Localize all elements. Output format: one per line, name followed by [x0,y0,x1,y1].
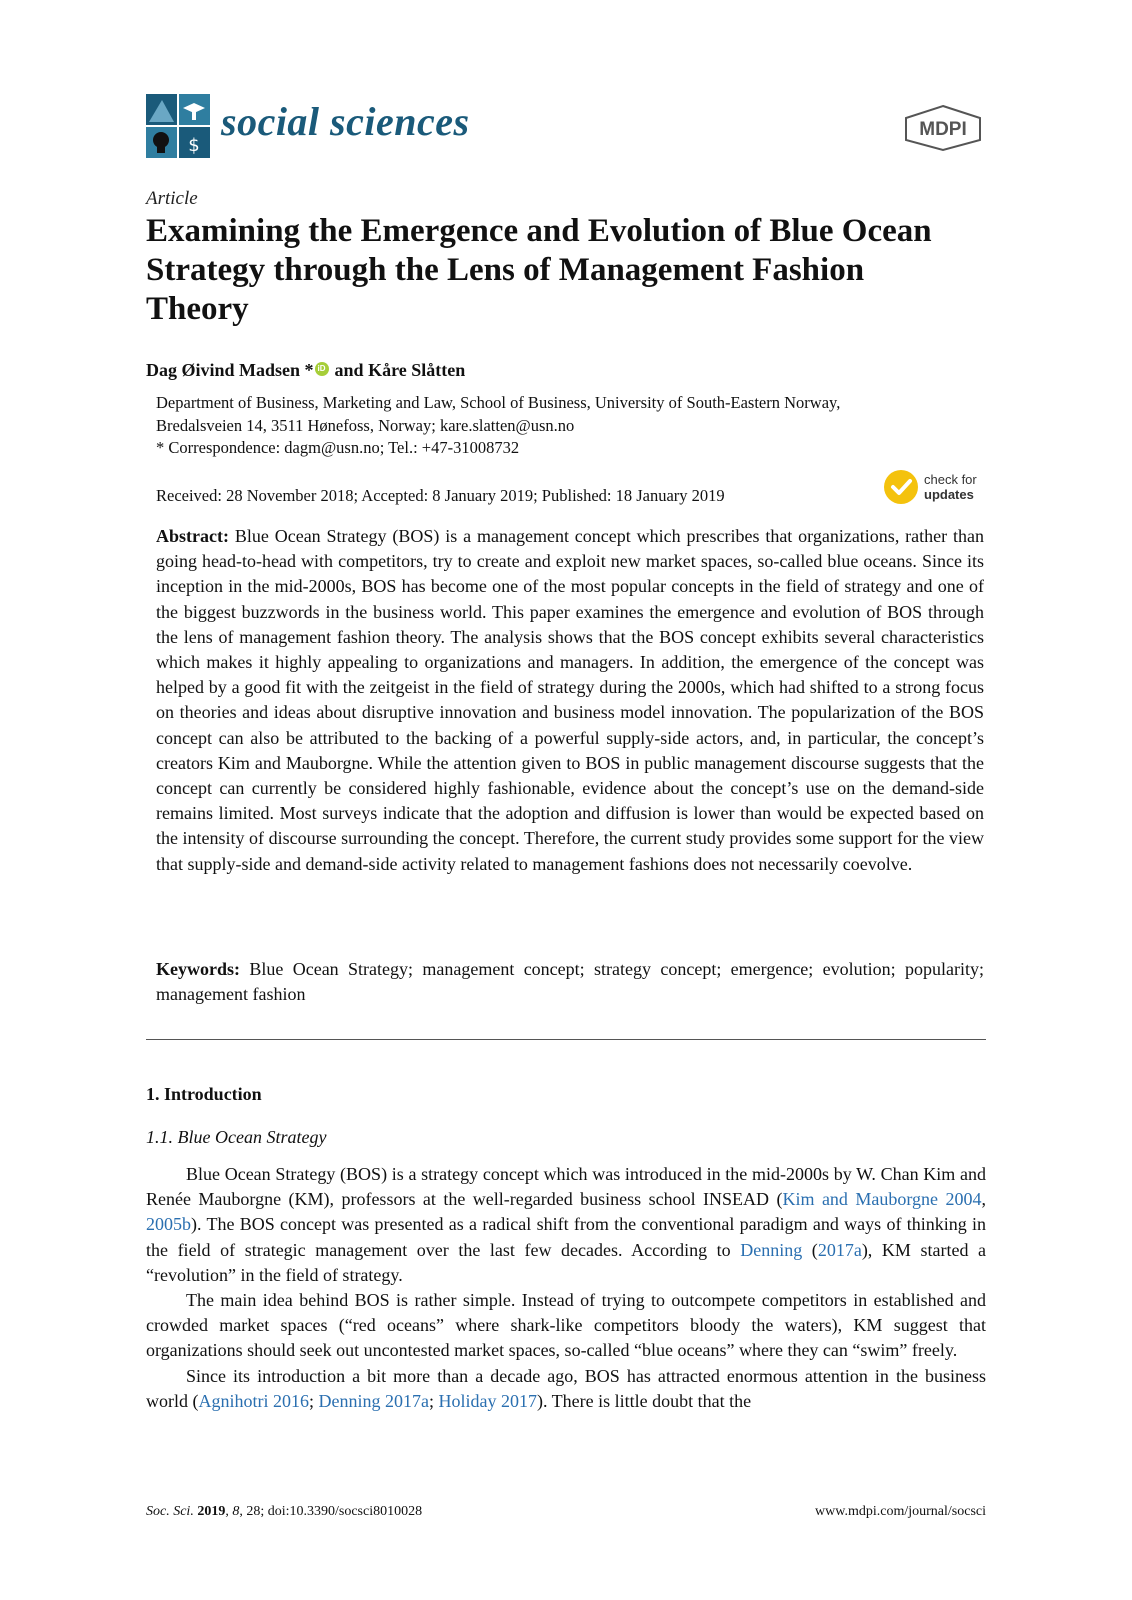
author-name[interactable]: Kåre Slåtten [368,360,466,380]
affiliation-block [156,392,976,460]
citation-link[interactable]: Denning 2017a [318,1390,429,1411]
journal-logo-icon [146,94,210,158]
citation-link[interactable]: Kim and Mauborgne 2004 [782,1189,982,1210]
orcid-icon[interactable]: iD [315,362,329,376]
publication-dates: Received: 28 November 2018; Accepted: 8 January 2019; Published: 18 January 2019 [156,486,725,505]
check-updates-line1: check for [924,472,977,487]
correspondence: * Correspondence: dagm@usn.no; Tel.: +47-31008732 [156,438,520,457]
citation-link[interactable]: Agnihotri 2016 [198,1390,309,1411]
author-name[interactable]: Dag Øivind Madsen [146,360,301,380]
svg-text:$: $ [188,135,200,156]
author-list [146,360,465,381]
keywords-text: Blue Ocean Strategy; management concept; strategy concept; emergence; evolution; popularity; management fashion [156,959,984,1005]
citation-link[interactable]: Denning [740,1239,803,1260]
footer-url[interactable]: www.mdpi.com/journal/socsci [815,1504,986,1519]
abstract-text: Blue Ocean Strategy (BOS) is a management concept which prescribes that organizations, rather than going head-to-head with competitors, try to create and exploit new market spaces, so-called blue oceans. Since its inception in the mid-2000s, BOS has become one of the most popular concepts in the field of strategy and one of the biggest buzzwords in the business world. This paper examines the emergence and evolution of BOS through the lens of management fashion theory. The analysis shows that the BOS concept exhibits several characteristics which makes it highly appealing to organizations and managers. In addition, the emergence of the concept was helped by a good fit with the zeitgeist in the field of strategy during the 2000s, which had shifted to a strong focus on theories and ideas about disruptive innovation and business model innovation. The popularization of the BOS concept can also be attributed to the backing of a powerful supply-side actors, and, in particular, the concept’s creators Kim and Mauborgne. While the attention given to BOS in public management discourse suggests that the concept can currently be considered highly fashionable, evidence about the concept’s use on the demand-side remains limited. Most surveys indicate that the adoption and diffusion is lower than would be expected based on the intensity of discourse surrounding the concept. Therefore, the current study provides some support for the view that supply-side and demand-side activity related to management fashions does not necessarily coevolve. [156,526,985,874]
section-heading: 1. Introduction [146,1084,262,1104]
journal-name: social sciences [221,99,470,144]
paragraph: The main idea behind BOS is rather simple. Instead of trying to outcompete competitors in established and crowded market spaces (“red oceans” where shark-like competitors bloody the waters), KM suggest that organizations should seek out uncontested market spaces, so-called “blue oceans” where they can “swim” freely. [146,1290,986,1361]
check-updates-icon [884,470,918,504]
paragraph: Since its introduction a bit more than a decade ago, BOS has attracted enormous attention in the business world (Agnihotri 2016; Denning 2017a; Holiday 2017). There is little doubt that the [146,1365,986,1411]
paragraph: Blue Ocean Strategy (BOS) is a strategy concept which was introduced in the mid-2000s by W. Chan Kim and Renée Mauborgne (KM), professors at the well-regarded business school INSEAD (Kim and Mauborgne 2004, 2005b). The BOS concept was presented as a radical shift from the conventional paradigm and ways of thinking in the field of strategic management over the last few decades. According to Denning (2017a), KM started a “revolution” in the field of strategy. [146,1164,987,1285]
body-text [146,1162,986,1414]
journal-header [146,94,986,158]
check-for-updates-button[interactable] [884,470,988,506]
article-title: Examining the Emergence and Evolution of Blue Ocean Strategy through the Lens of Management Fashion Theory [146,213,932,327]
citation-link[interactable]: Holiday 2017 [438,1390,538,1411]
footer-citation: Soc. Sci. 2019, 8, 28; doi:10.3390/socsci8010028 [146,1504,423,1519]
affiliation-line: Bredalsveien 14, 3511 Hønefoss, Norway; kare.slatten@usn.no [156,415,575,435]
mdpi-logo-icon [900,104,986,152]
citation-link[interactable]: 2005b [146,1214,191,1235]
citation-link[interactable]: 2017a [817,1239,862,1260]
check-updates-line2: updates [924,487,974,502]
article-type: Article [146,188,198,209]
corresponding-mark: * [304,360,314,380]
keywords-label: Keywords: [156,959,240,979]
section-divider [146,1039,986,1040]
abstract-label: Abstract: [156,526,229,546]
author-join: and [334,360,364,380]
affiliation-line: Department of Business, Marketing and Law, School of Business, University of South-Eastern Norway, [156,393,841,412]
keywords [156,957,984,1007]
mdpi-logo-text: MDPI [919,119,967,140]
abstract [156,524,984,877]
subsection-heading: 1.1. Blue Ocean Strategy [146,1127,327,1147]
